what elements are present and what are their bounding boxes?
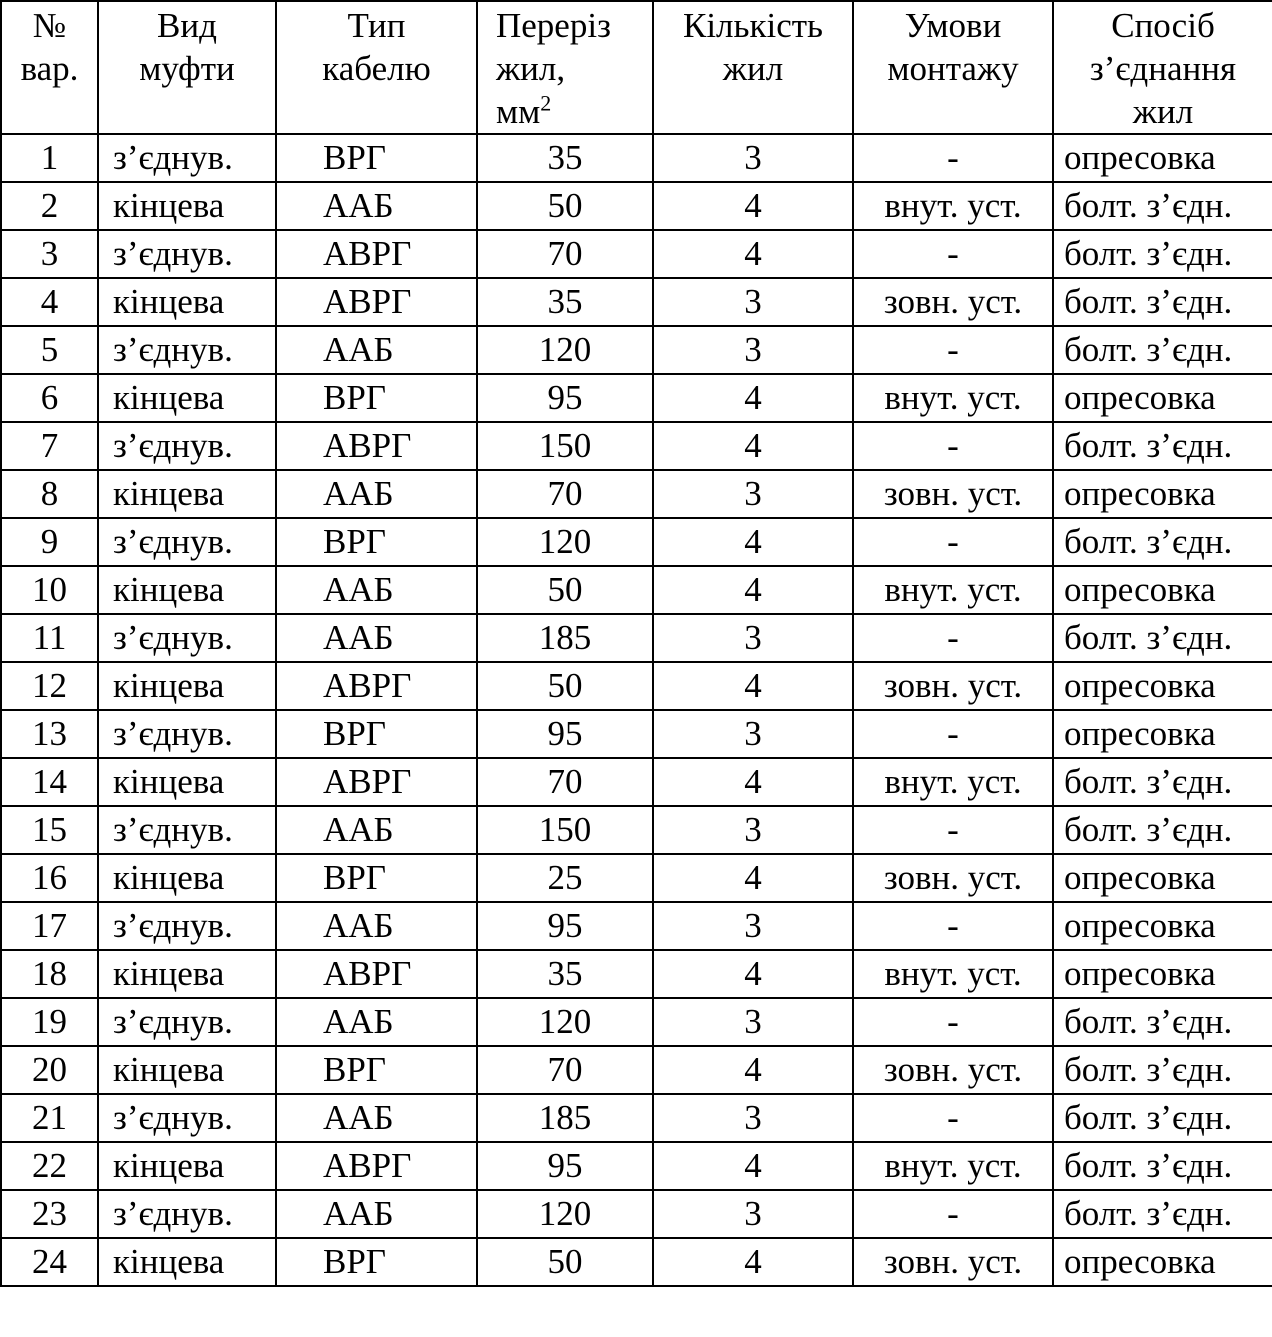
- coupling-type-cell: з’єднув.: [98, 326, 276, 374]
- header-text: жил,: [496, 49, 566, 88]
- connection-method-cell: болт. з’єдн.: [1053, 758, 1272, 806]
- cable-type-cell: АВРГ: [276, 758, 477, 806]
- installation-conditions-cell: -: [853, 806, 1053, 854]
- coupling-type-cell: кінцева: [98, 662, 276, 710]
- core-count-cell: 3: [653, 1094, 853, 1142]
- variant-number-cell: 18: [1, 950, 98, 998]
- variant-number-cell: 21: [1, 1094, 98, 1142]
- coupling-type-cell: кінцева: [98, 854, 276, 902]
- cable-type-cell: АВРГ: [276, 278, 477, 326]
- table-row: [1, 998, 1272, 1046]
- header-text: Переріз: [496, 6, 611, 45]
- cable-type-cell: ААБ: [276, 902, 477, 950]
- cable-type-cell: ААБ: [276, 470, 477, 518]
- installation-conditions-cell: зовн. уст.: [853, 1046, 1053, 1094]
- connection-method-cell: опресовка: [1053, 902, 1272, 950]
- installation-conditions-cell: -: [853, 518, 1053, 566]
- cable-type-cell: ВРГ: [276, 1046, 477, 1094]
- header-text: жил: [1132, 92, 1194, 131]
- table-row: [1, 950, 1272, 998]
- connection-method-cell: болт. з’єдн.: [1053, 1190, 1272, 1238]
- variant-number-cell: 5: [1, 326, 98, 374]
- core-count-cell: 4: [653, 230, 853, 278]
- core-count-cell: 3: [653, 326, 853, 374]
- installation-conditions-cell: зовн. уст.: [853, 470, 1053, 518]
- header-connection-method: [1053, 1, 1272, 134]
- variant-number-cell: 4: [1, 278, 98, 326]
- header-core-count: [653, 1, 853, 134]
- core-section-cell: 70: [477, 1046, 653, 1094]
- header-text: монтажу: [887, 49, 1019, 88]
- core-count-cell: 4: [653, 422, 853, 470]
- table-row: [1, 182, 1272, 230]
- coupling-type-cell: кінцева: [98, 566, 276, 614]
- table-row: [1, 278, 1272, 326]
- coupling-type-cell: з’єднув.: [98, 518, 276, 566]
- core-count-cell: 4: [653, 374, 853, 422]
- installation-conditions-cell: внут. уст.: [853, 182, 1053, 230]
- table-row: [1, 470, 1272, 518]
- installation-conditions-cell: зовн. уст.: [853, 854, 1053, 902]
- cable-type-cell: ААБ: [276, 326, 477, 374]
- coupling-type-cell: з’єднув.: [98, 998, 276, 1046]
- core-count-cell: 3: [653, 806, 853, 854]
- connection-method-cell: опресовка: [1053, 854, 1272, 902]
- variant-number-cell: 13: [1, 710, 98, 758]
- variant-number-cell: 15: [1, 806, 98, 854]
- core-count-cell: 4: [653, 518, 853, 566]
- header-text: Спосіб: [1111, 6, 1215, 45]
- variant-number-cell: 1: [1, 134, 98, 182]
- core-section-cell: 50: [477, 1238, 653, 1286]
- coupling-type-cell: з’єднув.: [98, 806, 276, 854]
- core-section-cell: 70: [477, 230, 653, 278]
- installation-conditions-cell: -: [853, 1190, 1053, 1238]
- connection-method-cell: болт. з’єдн.: [1053, 422, 1272, 470]
- core-section-cell: 70: [477, 758, 653, 806]
- header-text: Умови: [904, 6, 1002, 45]
- connection-method-cell: опресовка: [1053, 470, 1272, 518]
- core-section-cell: 185: [477, 614, 653, 662]
- header-variant-number: [1, 1, 98, 134]
- coupling-type-cell: кінцева: [98, 182, 276, 230]
- table-row: [1, 518, 1272, 566]
- connection-method-cell: болт. з’єдн.: [1053, 614, 1272, 662]
- coupling-type-cell: з’єднув.: [98, 614, 276, 662]
- header-text: Кількість: [682, 6, 824, 45]
- installation-conditions-cell: -: [853, 902, 1053, 950]
- connection-method-cell: болт. з’єдн.: [1053, 1046, 1272, 1094]
- table-row: [1, 806, 1272, 854]
- installation-conditions-cell: внут. уст.: [853, 374, 1053, 422]
- variant-number-cell: 2: [1, 182, 98, 230]
- table-row: [1, 854, 1272, 902]
- connection-method-cell: болт. з’єдн.: [1053, 998, 1272, 1046]
- core-count-cell: 4: [653, 566, 853, 614]
- cable-type-cell: ВРГ: [276, 710, 477, 758]
- core-section-cell: 120: [477, 518, 653, 566]
- variant-number-cell: 24: [1, 1238, 98, 1286]
- table-header: [1, 1, 1272, 134]
- cable-type-cell: ВРГ: [276, 518, 477, 566]
- core-section-cell: 35: [477, 134, 653, 182]
- cable-type-cell: АВРГ: [276, 230, 477, 278]
- installation-conditions-cell: -: [853, 614, 1053, 662]
- core-count-cell: 4: [653, 182, 853, 230]
- cable-type-cell: ААБ: [276, 1094, 477, 1142]
- installation-conditions-cell: внут. уст.: [853, 758, 1053, 806]
- connection-method-cell: болт. з’єдн.: [1053, 278, 1272, 326]
- coupling-type-cell: з’єднув.: [98, 710, 276, 758]
- installation-conditions-cell: -: [853, 998, 1053, 1046]
- coupling-type-cell: з’єднув.: [98, 1190, 276, 1238]
- table-body: [1, 134, 1272, 1286]
- cable-type-cell: ВРГ: [276, 854, 477, 902]
- coupling-type-cell: з’єднув.: [98, 422, 276, 470]
- core-section-cell: 50: [477, 566, 653, 614]
- core-count-cell: 4: [653, 1238, 853, 1286]
- table-row: [1, 1238, 1272, 1286]
- installation-conditions-cell: зовн. уст.: [853, 662, 1053, 710]
- core-section-cell: 95: [477, 710, 653, 758]
- variant-number-cell: 17: [1, 902, 98, 950]
- installation-conditions-cell: внут. уст.: [853, 950, 1053, 998]
- connection-method-cell: опресовка: [1053, 662, 1272, 710]
- table-row: [1, 374, 1272, 422]
- connection-method-cell: опресовка: [1053, 566, 1272, 614]
- core-section-cell: 120: [477, 326, 653, 374]
- cable-type-cell: ААБ: [276, 806, 477, 854]
- connection-method-cell: болт. з’єдн.: [1053, 230, 1272, 278]
- table-row: [1, 662, 1272, 710]
- core-section-cell: 150: [477, 422, 653, 470]
- coupling-type-cell: кінцева: [98, 470, 276, 518]
- header-cable-type: [276, 1, 477, 134]
- core-count-cell: 3: [653, 278, 853, 326]
- core-section-cell: 120: [477, 1190, 653, 1238]
- core-section-cell: 185: [477, 1094, 653, 1142]
- cable-type-cell: АВРГ: [276, 1142, 477, 1190]
- table-row: [1, 902, 1272, 950]
- coupling-type-cell: кінцева: [98, 374, 276, 422]
- variant-number-cell: 22: [1, 1142, 98, 1190]
- core-section-cell: 95: [477, 902, 653, 950]
- coupling-type-cell: з’єднув.: [98, 230, 276, 278]
- cable-type-cell: ААБ: [276, 1190, 477, 1238]
- table-row: [1, 1142, 1272, 1190]
- core-count-cell: 3: [653, 1190, 853, 1238]
- header-unit: [496, 90, 652, 133]
- core-count-cell: 3: [653, 998, 853, 1046]
- variant-number-cell: 10: [1, 566, 98, 614]
- installation-conditions-cell: -: [853, 1094, 1053, 1142]
- header-text: Вид: [157, 6, 217, 45]
- core-count-cell: 4: [653, 1142, 853, 1190]
- cable-type-cell: АВРГ: [276, 662, 477, 710]
- coupling-type-cell: кінцева: [98, 1142, 276, 1190]
- core-section-cell: 50: [477, 662, 653, 710]
- header-superscript: 2: [540, 90, 552, 116]
- header-text: вар.: [20, 49, 79, 88]
- cable-type-cell: ААБ: [276, 566, 477, 614]
- table-row: [1, 422, 1272, 470]
- core-section-cell: 50: [477, 182, 653, 230]
- header-core-section: [477, 1, 653, 134]
- header-text: жил: [722, 49, 784, 88]
- connection-method-cell: опресовка: [1053, 134, 1272, 182]
- connection-method-cell: болт. з’єдн.: [1053, 1094, 1272, 1142]
- header-text: мм: [496, 92, 541, 131]
- installation-conditions-cell: -: [853, 326, 1053, 374]
- core-section-cell: 35: [477, 950, 653, 998]
- core-count-cell: 3: [653, 614, 853, 662]
- core-section-cell: 150: [477, 806, 653, 854]
- installation-conditions-cell: -: [853, 422, 1053, 470]
- variant-number-cell: 6: [1, 374, 98, 422]
- core-section-cell: 120: [477, 998, 653, 1046]
- variant-number-cell: 23: [1, 1190, 98, 1238]
- cable-type-cell: АВРГ: [276, 422, 477, 470]
- core-section-cell: 70: [477, 470, 653, 518]
- coupling-type-cell: з’єднув.: [98, 902, 276, 950]
- header-text: з’єднання: [1089, 49, 1237, 88]
- cable-type-cell: ААБ: [276, 182, 477, 230]
- header-installation-conditions: [853, 1, 1053, 134]
- connection-method-cell: болт. з’єдн.: [1053, 1142, 1272, 1190]
- coupling-type-cell: кінцева: [98, 1238, 276, 1286]
- installation-conditions-cell: внут. уст.: [853, 566, 1053, 614]
- header-text: Тип: [347, 6, 406, 45]
- table-row: [1, 326, 1272, 374]
- connection-method-cell: болт. з’єдн.: [1053, 182, 1272, 230]
- connection-method-cell: опресовка: [1053, 374, 1272, 422]
- header-text: №: [32, 6, 67, 45]
- core-count-cell: 4: [653, 1046, 853, 1094]
- header-text: муфти: [139, 49, 235, 88]
- variant-number-cell: 20: [1, 1046, 98, 1094]
- cable-type-cell: ВРГ: [276, 134, 477, 182]
- table-row: [1, 230, 1272, 278]
- core-count-cell: 3: [653, 134, 853, 182]
- variant-number-cell: 19: [1, 998, 98, 1046]
- installation-conditions-cell: зовн. уст.: [853, 1238, 1053, 1286]
- header-text: кабелю: [322, 49, 431, 88]
- table-row: [1, 566, 1272, 614]
- core-count-cell: 3: [653, 902, 853, 950]
- installation-conditions-cell: -: [853, 710, 1053, 758]
- core-count-cell: 4: [653, 950, 853, 998]
- connection-method-cell: опресовка: [1053, 710, 1272, 758]
- table-row: [1, 758, 1272, 806]
- core-section-cell: 95: [477, 374, 653, 422]
- cable-type-cell: ААБ: [276, 998, 477, 1046]
- variant-number-cell: 11: [1, 614, 98, 662]
- coupling-type-cell: кінцева: [98, 1046, 276, 1094]
- variant-number-cell: 7: [1, 422, 98, 470]
- connection-method-cell: болт. з’єдн.: [1053, 806, 1272, 854]
- connection-method-cell: болт. з’єдн.: [1053, 518, 1272, 566]
- variant-number-cell: 16: [1, 854, 98, 902]
- variant-number-cell: 12: [1, 662, 98, 710]
- cable-type-cell: ВРГ: [276, 374, 477, 422]
- coupling-type-cell: з’єднув.: [98, 1094, 276, 1142]
- connection-method-cell: болт. з’єдн.: [1053, 326, 1272, 374]
- table-row: [1, 710, 1272, 758]
- table-row: [1, 1046, 1272, 1094]
- core-section-cell: 25: [477, 854, 653, 902]
- core-count-cell: 3: [653, 710, 853, 758]
- header-row: [1, 1, 1272, 134]
- core-count-cell: 4: [653, 854, 853, 902]
- variant-number-cell: 9: [1, 518, 98, 566]
- core-count-cell: 4: [653, 662, 853, 710]
- core-count-cell: 3: [653, 470, 853, 518]
- installation-conditions-cell: -: [853, 230, 1053, 278]
- core-count-cell: 4: [653, 758, 853, 806]
- installation-conditions-cell: -: [853, 134, 1053, 182]
- coupling-type-cell: кінцева: [98, 278, 276, 326]
- cable-type-cell: АВРГ: [276, 950, 477, 998]
- cable-type-cell: ААБ: [276, 614, 477, 662]
- coupling-type-cell: кінцева: [98, 758, 276, 806]
- header-coupling-type: [98, 1, 276, 134]
- core-section-cell: 95: [477, 1142, 653, 1190]
- table-row: [1, 614, 1272, 662]
- cable-type-cell: ВРГ: [276, 1238, 477, 1286]
- connection-method-cell: опресовка: [1053, 950, 1272, 998]
- variant-number-cell: 14: [1, 758, 98, 806]
- variant-number-cell: 3: [1, 230, 98, 278]
- installation-conditions-cell: внут. уст.: [853, 1142, 1053, 1190]
- variant-number-cell: 8: [1, 470, 98, 518]
- table-row: [1, 1190, 1272, 1238]
- coupling-type-cell: кінцева: [98, 950, 276, 998]
- table-row: [1, 1094, 1272, 1142]
- core-section-cell: 35: [477, 278, 653, 326]
- coupling-type-cell: з’єднув.: [98, 134, 276, 182]
- installation-conditions-cell: зовн. уст.: [853, 278, 1053, 326]
- connection-method-cell: опресовка: [1053, 1238, 1272, 1286]
- table-row: [1, 134, 1272, 182]
